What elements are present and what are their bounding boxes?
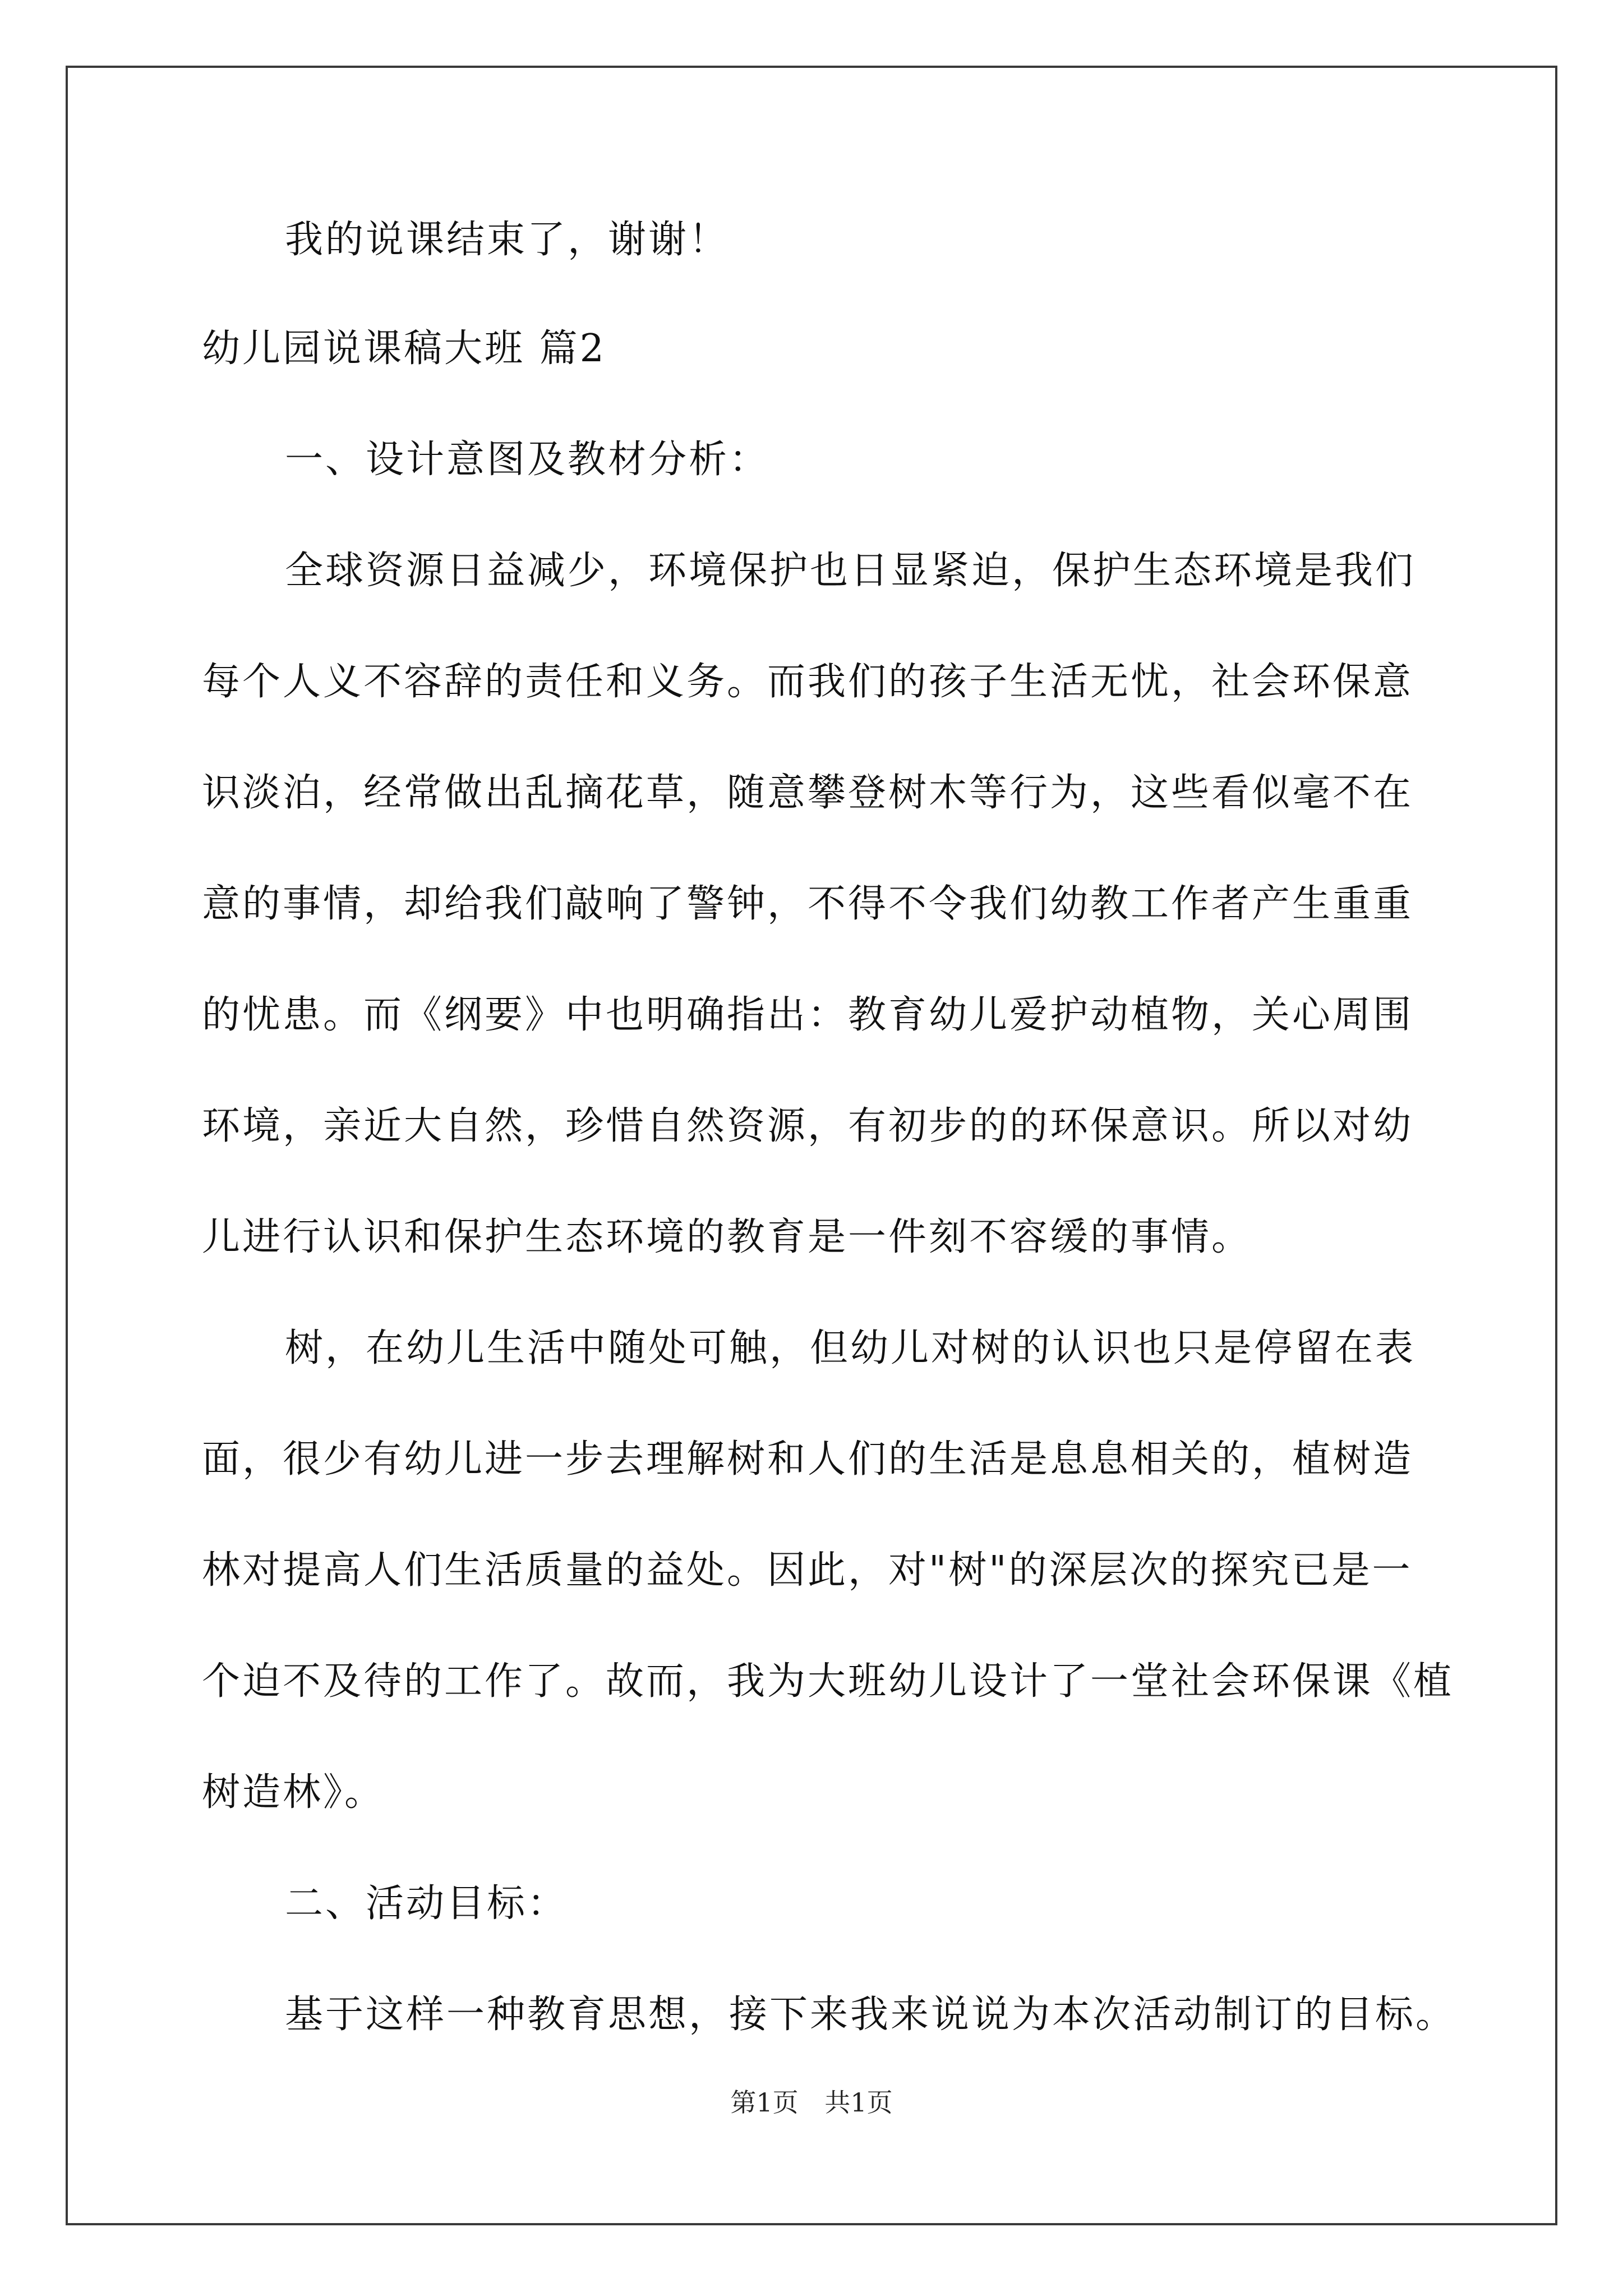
closing-line: 我的说课结束了，谢谢！ [285, 218, 730, 262]
paragraph-line: 基于这样一种教育思想，接下来我来说说为本次活动制订的目标。 [285, 1993, 1456, 2037]
paragraph-line: 个迫不及待的工作了。故而，我为大班幼儿设计了一堂社会环保课《植 [202, 1659, 1454, 1704]
paragraph-line: 全球资源日益减少，环境保护也日显紧迫，保护生态环境是我们 [285, 549, 1416, 593]
paragraph-line: 树，在幼儿生活中随处可触，但幼儿对树的认识也只是停留在表 [285, 1326, 1416, 1370]
page-number-current: 第1页 [730, 2087, 799, 2118]
paragraph-line: 识淡泊，经常做出乱摘花草，随意攀登树木等行为，这些看似毫不在 [202, 771, 1414, 815]
paragraph-line: 意的事情，却给我们敲响了警钟，不得不令我们幼教工作者产生重重 [202, 882, 1414, 926]
paragraph-line: 林对提高人们生活质量的益处。因此，对"树"的深层次的探究已是一 [202, 1548, 1413, 1593]
paragraph-line: 的忧患。而《纲要》中也明确指出：教育幼儿爱护动植物，关心周围 [202, 993, 1414, 1037]
heading-design: 一、设计意图及教材分析： [285, 438, 770, 482]
paragraph-line: 环境，亲近大自然，珍惜自然资源，有初步的的环保意识。所以对幼 [202, 1104, 1414, 1148]
paragraph-line: 面，很少有幼儿进一步去理解树和人们的生活是息息相关的，植树造 [202, 1437, 1414, 1481]
paragraph-line: 树造林》。 [202, 1770, 385, 1815]
heading-objectives: 二、活动目标： [285, 1881, 568, 1926]
section-title: 幼儿园说课稿大班 篇2 [202, 326, 606, 371]
page-footer [0, 2086, 1623, 2119]
paragraph-line: 每个人义不容辞的责任和义务。而我们的孩子生活无忧，社会环保意 [202, 660, 1414, 704]
paragraph-line: 儿进行认识和保护生态环境的教育是一件刻不容缓的事情。 [202, 1215, 1252, 1259]
page-number-total: 共1页 [824, 2087, 893, 2118]
